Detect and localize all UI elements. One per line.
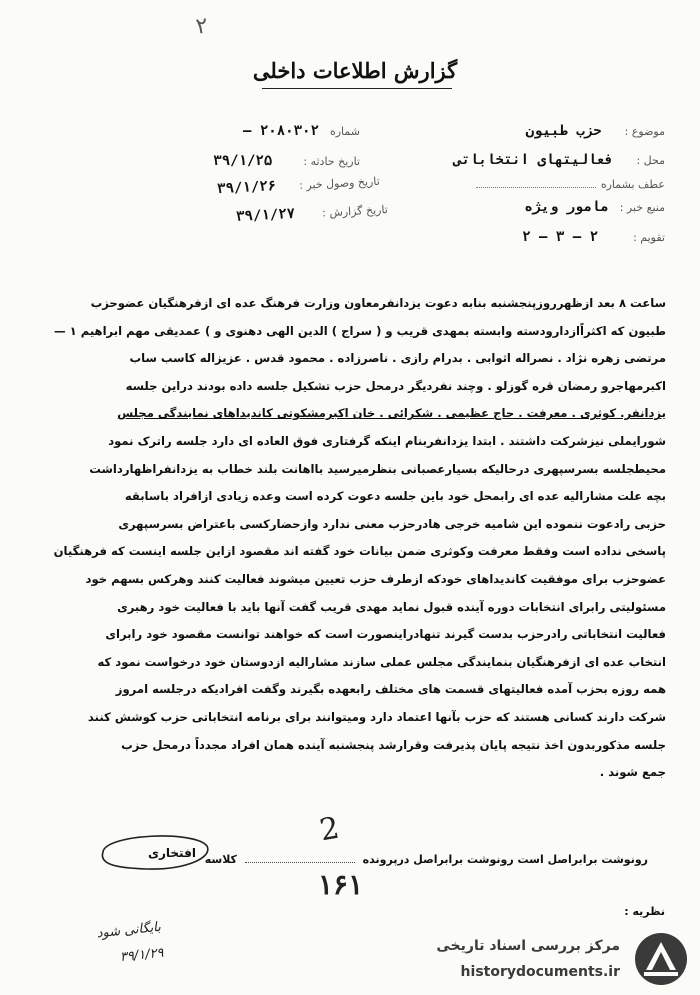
place-label: محل : — [636, 154, 665, 167]
copy-line-dots — [245, 862, 355, 863]
source-value: مامور ویژه — [524, 199, 609, 215]
body-line: مسئولیتی رابرای انتخابات دوره آینده قبول نماید مهدی قریب گفت آنها باید با فعالیت خود رهبری — [117, 599, 666, 614]
body-line: پاسخی نداده است وفقط معرفت وکوثری ضمن بیانات خود گفته اند مقصود ازاین جلسه اینست که فرهنگیان — [53, 544, 666, 559]
body-line: طبیون که اکثراًازدارودسته وابسته بمهدی قریب و ( سراج ) الدین الهی دهنوی و ) عمدیقی مهم ابراهیم ۱ — — [53, 323, 666, 338]
watermark-url: historydocuments.ir — [460, 964, 620, 980]
corner-mark: ۲ — [194, 13, 210, 40]
body-line: اکبرمهاجرو رمضان قره گوزلو . وچند نفردیگر درمحل حزب تشکیل جلسه داده بودند دراین جلسه — [125, 378, 666, 393]
handwritten-note-line: ۳۹/۱/۲۹ — [119, 945, 165, 966]
document-title: گزارش اطلاعات داخلی — [252, 58, 458, 83]
body-line: شورایملی نیزشرکت داشتند . ابتدا یزدانفربنام اینکه گرفتاری فوق العاده ای دارد جلسه راترک نمود — [108, 433, 666, 448]
body-line: حزبی رادعوت ننموده این شامیه خرجی هادرحزب معنی ندارد وازحضارکسی باعتراض بسرسپهری — [118, 516, 666, 531]
report-date-row — [236, 198, 389, 225]
body-line: انتخاب عده ای ازفرهنگیان بنمایندگی مجلس عملی سازند مشارالیه ازدوستان خود درخواست نمود که — [97, 654, 666, 669]
body-line: همه روزه بحزب آمده فعالیتهای قسمت های مختلف رابعهده بگیرند وگفت افرادیکه درجلسه امروز — [115, 682, 666, 697]
body-line: عضوحزب برای موفقیت کاندیداهای خودکه ازطرف حزب تعیین میشوند فعالیت کنند وهرکس بسهم خود — [85, 571, 666, 586]
body-line: یزدانفر. کوثری . معرفت . حاج عظیمی . شکرائی . خان اکبرمشکوتی کاندیداهای نمایندگی مجلس — [117, 406, 666, 421]
source-row — [524, 196, 665, 215]
evaluation-label: تقویم : — [633, 231, 665, 244]
source-label: منبع خبر : — [619, 201, 665, 214]
handwritten-note — [95, 915, 164, 973]
watermark-title: مرکز بررسی اسناد تاریخی — [436, 938, 620, 954]
receive-date-row — [217, 170, 380, 197]
body-line: مرتضی زهره نژاد . نصراله اثوابی . بدرام رازی . ناصرزاده . محمود قدس . عزیزاله کاسب ساب — [129, 351, 666, 366]
body-line: شرکت دارند کسانی هستند که حزب بآنها اعتماد دارد ومیتوانند برای برنامه انتخاباتی حزب کوشش کنند — [87, 709, 666, 724]
handwritten-note-line: بایگانی شود — [95, 919, 162, 942]
reference-dots — [476, 187, 596, 188]
archive-logo-icon — [632, 930, 690, 988]
body-line: فعالیت انتخاباتی رادرحزب بدست گیرند تنهادراینصورت است که خواهند توانست مقصود خود رابرای — [105, 627, 666, 642]
number-label: شماره — [329, 125, 360, 138]
copy-certification-line — [205, 853, 648, 866]
handwritten-mark: 2 — [317, 810, 342, 849]
place-row — [453, 149, 665, 168]
copy-line-end: کلاسه — [204, 853, 237, 866]
receive-date-label: تاریخ وصول خبر : — [299, 174, 381, 192]
note-label: نظریه : — [624, 905, 665, 918]
event-date-row — [213, 150, 360, 169]
subject-value: حزب طبیون — [525, 123, 602, 139]
body-line: ساعت ۸ بعد ازظهرروزپنجشنبه بنابه دعوت یزدانفرمعاون وزارت فرهنگ عده ای ازفرهنگیان عضوحزب — [90, 296, 666, 310]
copy-line-start: رونوشت برابراصل است رونوشت برابراصل درپرونده — [362, 853, 648, 866]
event-date-label: تاریخ حادثه : — [303, 155, 360, 168]
body-line: جمع شوند . — [599, 765, 666, 780]
body-line: بچه علت مشارالیه عده ای رابمحل خود باین جلسه دعوت کرده است وعده زیادی ازافراد باسابقه — [124, 489, 666, 504]
signature-name: افتخاری — [148, 846, 196, 860]
receive-date-value: ۳۹/۱/۲۶ — [217, 178, 277, 198]
subject-row — [526, 120, 665, 139]
report-date-label: تاریخ گزارش : — [322, 203, 389, 220]
evaluation-value: ۲ — ۳ — ۲ — [522, 229, 598, 245]
title-underline — [262, 88, 452, 89]
body-line: جلسه مذکوربدون اخذ نتیجه پایان پذیرفت وقرارشد پنجشنبه آینده همان افراد مجدداً درمحل حزب — [121, 737, 666, 752]
number-row — [243, 120, 360, 139]
place-value: فعالیتهای انتخاباتی — [453, 152, 614, 168]
evaluation-row — [522, 226, 665, 245]
body-line: محیطجلسه بسرسپهری درحالیکه بسیارعصبانی بنظرمیرسید بااهانت بلند خطاب به یزدانفراظهارداشت — [89, 461, 666, 476]
report-date-value: ۳۹/۱/۲۷ — [235, 205, 296, 225]
reference-row — [476, 173, 665, 192]
report-body — [42, 290, 666, 787]
handwritten-number: ۱۶۱ — [318, 868, 364, 901]
event-date-value: ۳۹/۱/۲۵ — [213, 153, 273, 169]
subject-label: موضوع : — [624, 125, 665, 138]
watermark — [420, 930, 690, 990]
number-value: ۲۰۸۰۳۰۲ — — [243, 123, 319, 139]
reference-label: عطف بشماره — [600, 178, 665, 191]
